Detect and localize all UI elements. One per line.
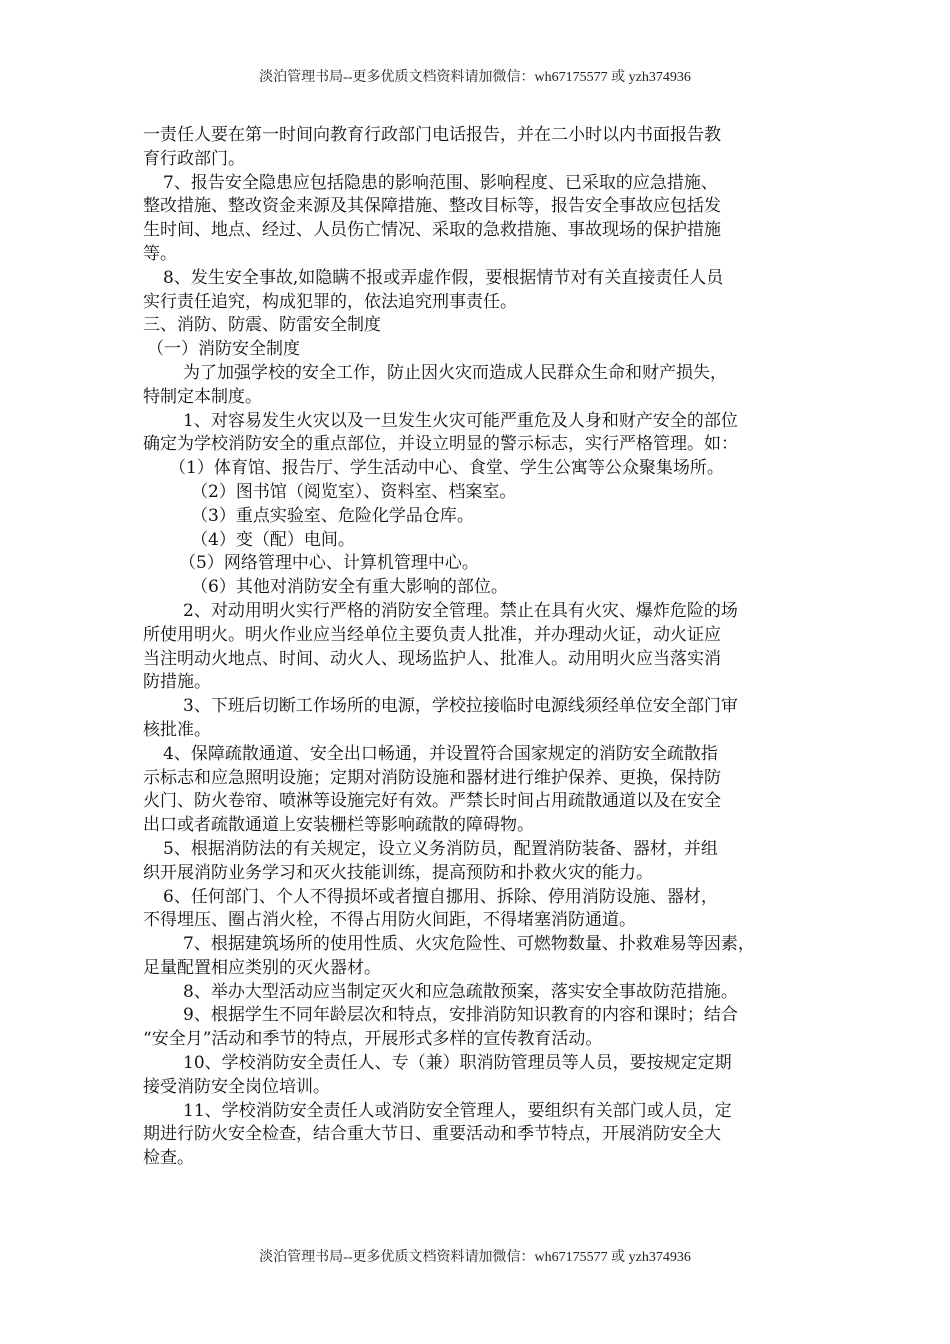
text-line: 防措施。: [143, 672, 211, 693]
list-item: （5）网络管理中心、计算机管理中心。: [179, 553, 479, 574]
text-line: 不得埋压、圈占消火栓，不得占用防火间距，不得堵塞消防通道。: [143, 910, 636, 931]
text-line: 1、对容易发生火灾以及一旦发生火灾可能严重危及人身和财产安全的部位: [183, 410, 738, 431]
text-line: 期进行防火安全检查，结合重大节日、重要活动和季节特点，开展消防安全大: [143, 1124, 721, 1145]
text-line: 7、报告安全隐患应包括隐患的影响范围、影响程度、已采取的应急措施、: [163, 172, 718, 193]
text-line: 4、保障疏散通道、安全出口畅通，并设置符合国家规定的消防安全疏散指: [163, 743, 718, 764]
list-item: （2）图书馆（阅览室）、资料室、档案室。: [191, 481, 517, 502]
text-line: 示标志和应急照明设施；定期对消防设施和器材进行维护保养、更换，保持防: [143, 767, 721, 788]
section-heading: 三、消防、防震、防雷安全制度: [143, 315, 381, 336]
text-line: 当注明动火地点、时间、动火人、现场监护人、批准人。动用明火应当落实消: [143, 648, 721, 669]
text-line: 足量配置相应类别的灭火器材。: [143, 957, 381, 978]
text-line: 6、任何部门、个人不得损坏或者擅自挪用、拆除、停用消防设施、器材，: [163, 886, 718, 907]
text-line: 10、学校消防安全责任人、专（兼）职消防管理员等人员，要按规定定期: [183, 1053, 732, 1074]
text-line: 8、举办大型活动应当制定灭火和应急疏散预案，落实安全事故防范措施。: [183, 981, 738, 1002]
list-item: （3）重点实验室、危险化学品仓库。: [191, 505, 474, 526]
text-line: 所使用明火。明火作业应当经单位主要负责人批准，并办理动火证，动火证应: [143, 624, 721, 645]
text-line: 特制定本制度。: [143, 386, 262, 407]
text-line: 11、学校消防安全责任人或消防安全管理人，要组织有关部门或人员，定: [183, 1100, 732, 1121]
text-line: 实行责任追究，构成犯罪的，依法追究刑事责任。: [143, 291, 517, 312]
text-line: 9、根据学生不同年龄层次和特点，安排消防知识教育的内容和课时；结合: [183, 1005, 738, 1026]
document-body: [143, 124, 815, 1171]
text-line: 3、下班后切断工作场所的电源，学校拉接临时电源线须经单位安全部门审: [183, 696, 738, 717]
text-line: 检查。: [143, 1148, 194, 1169]
text-line: 火门、防火卷帘、喷淋等设施完好有效。严禁长时间占用疏散通道以及在安全: [143, 791, 721, 812]
text-line: 核批准。: [143, 719, 211, 740]
subsection-heading: （一）消防安全制度: [147, 339, 300, 360]
page-header: 淡泊管理书局--更多优质文档资料请加微信：wh67175577 或 yzh374936: [259, 70, 691, 85]
text-line: 育行政部门。: [143, 148, 245, 169]
text-line: 整改措施、整改资金来源及其保障措施、整改目标等，报告安全事故应包括发: [143, 196, 721, 217]
text-line: 8、发生安全事故,如隐瞒不报或弄虚作假，要根据情节对有关直接责任人员: [163, 267, 724, 288]
list-item: （6）其他对消防安全有重大影响的部位。: [191, 577, 508, 598]
text-line: 等。: [143, 243, 177, 264]
page-footer: 淡泊管理书局--更多优质文档资料请加微信：wh67175577 或 yzh374936: [259, 1250, 691, 1265]
text-line: 确定为学校消防安全的重点部位，并设立明显的警示标志，实行严格管理。如：: [143, 434, 738, 455]
text-line: 织开展消防业务学习和灭火技能训练，提高预防和扑救火灾的能力。: [143, 862, 653, 883]
text-line: 接受消防安全岗位培训。: [143, 1076, 330, 1097]
text-line: 2、对动用明火实行严格的消防安全管理。禁止在具有火灾、爆炸危险的场: [183, 600, 738, 621]
text-line: “安全月”活动和季节的特点，开展形式多样的宣传教育活动。: [143, 1029, 603, 1050]
text-line: 5、根据消防法的有关规定，设立义务消防员，配置消防装备、器材，并组: [163, 838, 718, 859]
text-line: 生时间、地点、经过、人员伤亡情况、采取的急救措施、事故现场的保护措施: [143, 220, 721, 241]
list-item: （1）体育馆、报告厅、学生活动中心、食堂、学生公寓等公众聚集场所。: [169, 458, 724, 479]
text-line: 一责任人要在第一时间向教育行政部门电话报告，并在二小时以内书面报告教: [143, 125, 721, 145]
text-line: 出口或者疏散通道上安装栅栏等影响疏散的障碍物。: [143, 815, 534, 836]
text-line: 7、根据建筑场所的使用性质、火灾危险性、可燃物数量、扑救难易等因素，: [183, 934, 755, 955]
list-item: （4）变（配）电间。: [191, 529, 355, 550]
text-line: 为了加强学校的安全工作，防止因火灾而造成人民群众生命和财产损失，: [183, 362, 727, 383]
